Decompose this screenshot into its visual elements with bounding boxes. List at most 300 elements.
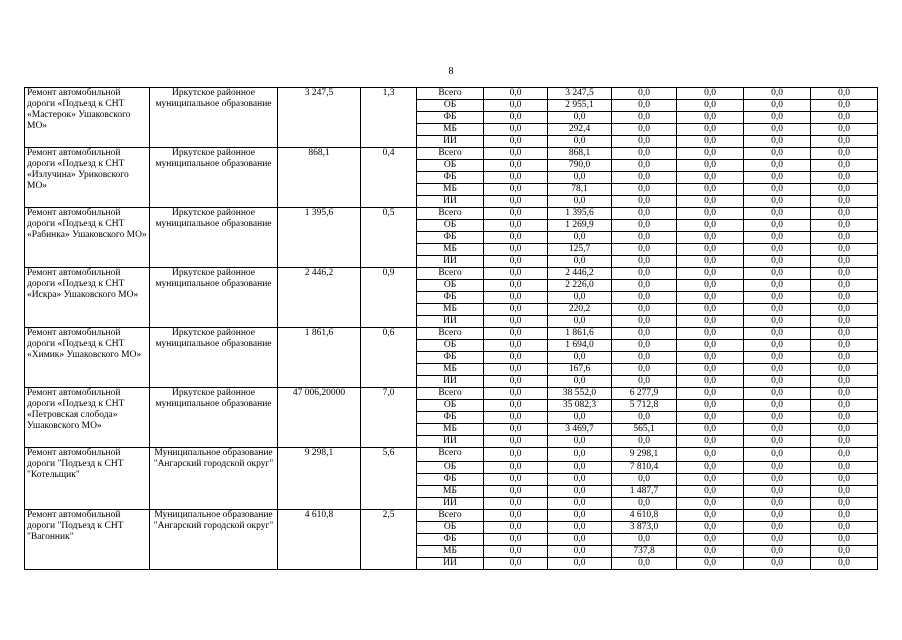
- funding-value: 0,0: [677, 448, 744, 462]
- funding-value: 0,0: [677, 388, 744, 400]
- funding-value: 35 082,3: [548, 400, 612, 412]
- funding-value: 5 712,8: [612, 400, 677, 412]
- project-total-cost: 4 610,8: [278, 510, 361, 570]
- funding-value: 0,0: [612, 124, 677, 136]
- funding-value: 0,0: [548, 316, 612, 328]
- funding-value: 1 487,7: [612, 486, 677, 498]
- funding-source: Всего: [417, 448, 484, 462]
- funding-value: 0,0: [612, 160, 677, 172]
- funding-value: 0,0: [677, 364, 744, 376]
- project-total-cost: 3 247,5: [278, 88, 361, 148]
- funding-value: 0,0: [612, 220, 677, 232]
- funding-value: 0,0: [811, 88, 878, 100]
- funding-value: 0,0: [484, 534, 548, 546]
- funding-value: 0,0: [484, 558, 548, 570]
- funding-value: 0,0: [548, 292, 612, 304]
- funding-source: ФБ: [417, 412, 484, 424]
- funding-source: МБ: [417, 304, 484, 316]
- funding-value: 0,0: [612, 340, 677, 352]
- funding-value: 0,0: [811, 244, 878, 256]
- funding-value: 0,0: [484, 436, 548, 448]
- funding-value: 0,0: [744, 268, 811, 280]
- funding-value: 0,0: [548, 436, 612, 448]
- funding-value: 0,0: [612, 268, 677, 280]
- funding-value: 0,0: [677, 400, 744, 412]
- page-number: 8: [448, 66, 454, 77]
- funding-value: 0,0: [811, 292, 878, 304]
- funding-value: 2 955,1: [548, 100, 612, 112]
- funding-value: 0,0: [811, 340, 878, 352]
- funding-source: ИИ: [417, 436, 484, 448]
- funding-value: 0,0: [744, 328, 811, 340]
- funding-value: 0,0: [811, 100, 878, 112]
- funding-source: ИИ: [417, 376, 484, 388]
- funding-value: 0,0: [811, 208, 878, 220]
- funding-value: 0,0: [677, 112, 744, 124]
- funding-value: 0,0: [811, 232, 878, 244]
- project-name: Ремонт автомобильной дороги «Подъезд к СНТ «Излучина» Уриковского МО»: [25, 148, 150, 208]
- funding-value: 0,0: [744, 534, 811, 546]
- funding-value: 0,0: [484, 388, 548, 400]
- project-total-cost: 2 446,2: [278, 268, 361, 328]
- funding-value: 0,0: [548, 352, 612, 364]
- funding-value: 0,0: [811, 112, 878, 124]
- funding-value: 0,0: [484, 184, 548, 196]
- funding-value: 0,0: [677, 280, 744, 292]
- funding-value: 0,0: [484, 196, 548, 208]
- table-row: [25, 88, 878, 100]
- funding-value: 0,0: [612, 304, 677, 316]
- funding-source: Всего: [417, 88, 484, 100]
- project-name: Ремонт автомобильной дороги «Подъезд к СНТ «Петровская слобода» Ушаковского МО»: [25, 388, 150, 448]
- funding-value: 0,0: [484, 136, 548, 148]
- funding-value: 0,0: [677, 558, 744, 570]
- funding-value: 0,0: [484, 400, 548, 412]
- funding-value: 0,0: [677, 220, 744, 232]
- funding-value: 0,0: [484, 412, 548, 424]
- project-name: Ремонт автомобильной дороги «Подъезд к СНТ «Химик» Ушаковского МО»: [25, 328, 150, 388]
- funding-value: 0,0: [811, 196, 878, 208]
- funding-value: 0,0: [484, 304, 548, 316]
- funding-value: 0,0: [677, 292, 744, 304]
- funding-value: 0,0: [744, 244, 811, 256]
- funding-value: 0,0: [744, 196, 811, 208]
- funding-value: 3 469,7: [548, 424, 612, 436]
- funding-value: 2 226,0: [548, 280, 612, 292]
- project-organization: Муниципальное образование "Ангарский городской округ": [150, 448, 278, 510]
- funding-value: 0,0: [677, 88, 744, 100]
- funding-value: 0,0: [811, 328, 878, 340]
- funding-value: 0,0: [548, 522, 612, 534]
- funding-value: 0,0: [744, 352, 811, 364]
- funding-value: 0,0: [677, 124, 744, 136]
- project-organization: Муниципальное образование "Ангарский городской округ": [150, 510, 278, 570]
- funding-value: 0,0: [548, 498, 612, 510]
- funding-value: 3 873,0: [612, 522, 677, 534]
- funding-value: 0,0: [484, 268, 548, 280]
- funding-value: 0,0: [612, 474, 677, 486]
- funding-value: 0,0: [677, 148, 744, 160]
- funding-value: 0,0: [744, 546, 811, 558]
- funding-source: Всего: [417, 208, 484, 220]
- funding-value: 0,0: [811, 436, 878, 448]
- project-length: 0,9: [361, 268, 417, 328]
- funding-value: 790,0: [548, 160, 612, 172]
- funding-value: 0,0: [744, 364, 811, 376]
- funding-value: 0,0: [484, 448, 548, 462]
- funding-value: 0,0: [744, 220, 811, 232]
- funding-value: 0,0: [548, 534, 612, 546]
- funding-value: 0,0: [811, 474, 878, 486]
- funding-value: 0,0: [677, 436, 744, 448]
- project-organization: Иркутское районное муниципальное образование: [150, 388, 278, 448]
- project-name: Ремонт автомобильной дороги "Подъезд к СНТ "Вагонник": [25, 510, 150, 570]
- funding-value: 0,0: [677, 100, 744, 112]
- funding-value: 0,0: [612, 280, 677, 292]
- funding-value: 0,0: [744, 486, 811, 498]
- funding-value: 3 247,5: [548, 88, 612, 100]
- funding-value: 0,0: [744, 448, 811, 462]
- funding-value: 0,0: [744, 462, 811, 474]
- funding-source: ОБ: [417, 280, 484, 292]
- funding-source: ФБ: [417, 232, 484, 244]
- funding-value: 0,0: [744, 436, 811, 448]
- funding-value: 0,0: [484, 256, 548, 268]
- funding-value: 167,6: [548, 364, 612, 376]
- project-total-cost: 868,1: [278, 148, 361, 208]
- funding-value: 0,0: [811, 136, 878, 148]
- funding-value: 0,0: [548, 546, 612, 558]
- funding-value: 0,0: [548, 412, 612, 424]
- funding-value: 0,0: [744, 388, 811, 400]
- funding-source: МБ: [417, 244, 484, 256]
- funding-value: 0,0: [484, 498, 548, 510]
- funding-value: 0,0: [612, 88, 677, 100]
- funding-value: 0,0: [811, 172, 878, 184]
- funding-value: 0,0: [612, 364, 677, 376]
- funding-value: 0,0: [677, 160, 744, 172]
- project-name: Ремонт автомобильной дороги «Подъезд к СНТ «Мастерок» Ушаковского МО»: [25, 88, 150, 148]
- funding-value: 0,0: [744, 280, 811, 292]
- table-row: [25, 388, 878, 400]
- funding-source: ФБ: [417, 352, 484, 364]
- funding-value: 0,0: [811, 486, 878, 498]
- funding-source: ОБ: [417, 100, 484, 112]
- funding-value: 2 446,2: [548, 268, 612, 280]
- funding-source: МБ: [417, 364, 484, 376]
- funding-value: 0,0: [811, 522, 878, 534]
- funding-value: 0,0: [744, 112, 811, 124]
- funding-value: 0,0: [548, 510, 612, 522]
- funding-value: 0,0: [484, 316, 548, 328]
- funding-value: 0,0: [811, 148, 878, 160]
- funding-value: 0,0: [677, 268, 744, 280]
- funding-value: 0,0: [744, 400, 811, 412]
- funding-value: 0,0: [484, 172, 548, 184]
- project-length: 0,5: [361, 208, 417, 268]
- project-organization: Иркутское районное муниципальное образование: [150, 88, 278, 148]
- funding-source: ФБ: [417, 534, 484, 546]
- project-length: 7,0: [361, 388, 417, 448]
- funding-source: ИИ: [417, 558, 484, 570]
- funding-value: 0,0: [612, 100, 677, 112]
- table-row: [25, 208, 878, 220]
- funding-value: 0,0: [612, 352, 677, 364]
- funding-value: 0,0: [484, 424, 548, 436]
- funding-value: 0,0: [484, 148, 548, 160]
- funding-value: 0,0: [811, 352, 878, 364]
- funding-value: 0,0: [548, 136, 612, 148]
- project-length: 1,3: [361, 88, 417, 148]
- funding-value: 0,0: [677, 208, 744, 220]
- project-total-cost: 9 298,1: [278, 448, 361, 510]
- funding-value: 38 552,0: [548, 388, 612, 400]
- funding-value: 0,0: [548, 256, 612, 268]
- funding-source: ОБ: [417, 160, 484, 172]
- funding-source: МБ: [417, 546, 484, 558]
- funding-value: 125,7: [548, 244, 612, 256]
- funding-source: ФБ: [417, 474, 484, 486]
- funding-value: 0,0: [811, 316, 878, 328]
- funding-value: 0,0: [811, 412, 878, 424]
- funding-value: 0,0: [612, 256, 677, 268]
- funding-value: 0,0: [744, 124, 811, 136]
- funding-value: 0,0: [811, 184, 878, 196]
- project-organization: Иркутское районное муниципальное образование: [150, 268, 278, 328]
- funding-value: 0,0: [548, 112, 612, 124]
- table-row: [25, 148, 878, 160]
- funding-value: 0,0: [811, 400, 878, 412]
- funding-value: 0,0: [548, 196, 612, 208]
- funding-value: 0,0: [612, 534, 677, 546]
- funding-source: ОБ: [417, 522, 484, 534]
- funding-value: 1 861,6: [548, 328, 612, 340]
- funding-value: 0,0: [744, 88, 811, 100]
- funding-value: 0,0: [677, 486, 744, 498]
- funding-value: 0,0: [612, 412, 677, 424]
- funding-source: ИИ: [417, 136, 484, 148]
- funding-value: 0,0: [744, 292, 811, 304]
- funding-value: 0,0: [484, 376, 548, 388]
- funding-value: 0,0: [548, 486, 612, 498]
- funding-source: Всего: [417, 268, 484, 280]
- funding-value: 1 269,9: [548, 220, 612, 232]
- funding-value: 0,0: [744, 340, 811, 352]
- funding-value: 0,0: [744, 376, 811, 388]
- funding-value: 0,0: [744, 136, 811, 148]
- funding-value: 78,1: [548, 184, 612, 196]
- funding-value: 0,0: [744, 316, 811, 328]
- funding-source: Всего: [417, 388, 484, 400]
- project-name: Ремонт автомобильной дороги «Подъезд к СНТ «Рабинка» Ушаковского МО»: [25, 208, 150, 268]
- funding-value: 0,0: [744, 304, 811, 316]
- funding-source: ОБ: [417, 462, 484, 474]
- project-length: 0,4: [361, 148, 417, 208]
- funding-value: 0,0: [612, 316, 677, 328]
- funding-value: 4 610,8: [612, 510, 677, 522]
- funding-value: 0,0: [612, 436, 677, 448]
- funding-value: 0,0: [484, 280, 548, 292]
- funding-value: 0,0: [811, 268, 878, 280]
- funding-source: Всего: [417, 148, 484, 160]
- funding-value: 0,0: [612, 184, 677, 196]
- funding-value: 0,0: [677, 196, 744, 208]
- funding-value: 0,0: [677, 172, 744, 184]
- funding-value: 1 395,6: [548, 208, 612, 220]
- funding-value: 0,0: [548, 376, 612, 388]
- funding-value: 0,0: [811, 124, 878, 136]
- funding-value: 0,0: [744, 256, 811, 268]
- funding-table: [24, 87, 878, 570]
- funding-value: 0,0: [811, 256, 878, 268]
- funding-source: ИИ: [417, 256, 484, 268]
- funding-value: 0,0: [612, 376, 677, 388]
- funding-value: 0,0: [548, 558, 612, 570]
- funding-value: 0,0: [612, 148, 677, 160]
- funding-value: 6 277,9: [612, 388, 677, 400]
- funding-value: 1 694,0: [548, 340, 612, 352]
- funding-value: 0,0: [484, 112, 548, 124]
- funding-value: 0,0: [548, 474, 612, 486]
- funding-value: 0,0: [484, 522, 548, 534]
- funding-value: 0,0: [677, 510, 744, 522]
- funding-value: 0,0: [811, 388, 878, 400]
- funding-value: 0,0: [677, 304, 744, 316]
- funding-value: 0,0: [677, 534, 744, 546]
- funding-value: 0,0: [744, 160, 811, 172]
- project-organization: Иркутское районное муниципальное образование: [150, 148, 278, 208]
- funding-value: 0,0: [484, 340, 548, 352]
- project-total-cost: 1 861,6: [278, 328, 361, 388]
- funding-source: МБ: [417, 184, 484, 196]
- funding-value: 0,0: [677, 184, 744, 196]
- funding-value: 0,0: [612, 208, 677, 220]
- funding-value: 0,0: [484, 328, 548, 340]
- funding-value: 0,0: [484, 474, 548, 486]
- funding-value: 737,8: [612, 546, 677, 558]
- funding-source: ФБ: [417, 112, 484, 124]
- funding-value: 0,0: [612, 328, 677, 340]
- funding-value: 0,0: [612, 498, 677, 510]
- funding-value: 220,2: [548, 304, 612, 316]
- funding-value: 0,0: [548, 462, 612, 474]
- funding-value: 0,0: [612, 196, 677, 208]
- funding-value: 0,0: [548, 172, 612, 184]
- project-length: 5,6: [361, 448, 417, 510]
- funding-value: 0,0: [811, 280, 878, 292]
- funding-value: 0,0: [744, 558, 811, 570]
- funding-value: 0,0: [484, 510, 548, 522]
- funding-value: 0,0: [677, 352, 744, 364]
- funding-value: 0,0: [484, 124, 548, 136]
- project-length: 0,6: [361, 328, 417, 388]
- funding-value: 868,1: [548, 148, 612, 160]
- funding-source: ФБ: [417, 292, 484, 304]
- funding-value: 0,0: [548, 448, 612, 462]
- funding-value: 0,0: [811, 546, 878, 558]
- funding-value: 0,0: [484, 364, 548, 376]
- funding-value: 0,0: [677, 412, 744, 424]
- funding-value: 0,0: [484, 208, 548, 220]
- funding-value: 0,0: [811, 220, 878, 232]
- funding-value: 0,0: [744, 498, 811, 510]
- funding-value: 0,0: [677, 328, 744, 340]
- funding-value: 0,0: [811, 510, 878, 522]
- funding-value: 292,4: [548, 124, 612, 136]
- funding-value: 0,0: [744, 208, 811, 220]
- funding-value: 0,0: [484, 100, 548, 112]
- funding-source: Всего: [417, 328, 484, 340]
- table-row: [25, 268, 878, 280]
- project-total-cost: 47 006,20000: [278, 388, 361, 448]
- funding-value: 0,0: [677, 376, 744, 388]
- funding-value: 0,0: [744, 522, 811, 534]
- table-row: [25, 510, 878, 522]
- funding-value: 0,0: [677, 424, 744, 436]
- funding-value: 0,0: [677, 498, 744, 510]
- funding-value: 0,0: [744, 424, 811, 436]
- funding-value: 0,0: [484, 292, 548, 304]
- project-organization: Иркутское районное муниципальное образование: [150, 208, 278, 268]
- funding-value: 0,0: [612, 172, 677, 184]
- funding-value: 0,0: [811, 534, 878, 546]
- funding-value: 0,0: [612, 232, 677, 244]
- funding-value: 0,0: [612, 558, 677, 570]
- funding-value: 0,0: [811, 424, 878, 436]
- funding-value: 0,0: [811, 498, 878, 510]
- funding-value: 7 810,4: [612, 462, 677, 474]
- funding-value: 0,0: [811, 304, 878, 316]
- funding-value: 0,0: [484, 486, 548, 498]
- funding-source: ОБ: [417, 340, 484, 352]
- funding-value: 0,0: [744, 172, 811, 184]
- funding-source: Всего: [417, 510, 484, 522]
- funding-value: 0,0: [612, 112, 677, 124]
- funding-value: 0,0: [811, 376, 878, 388]
- funding-value: 0,0: [677, 462, 744, 474]
- funding-value: 0,0: [484, 352, 548, 364]
- funding-value: 0,0: [744, 148, 811, 160]
- funding-value: 0,0: [811, 364, 878, 376]
- project-name: Ремонт автомобильной дороги "Подъезд к СНТ "Котельщик": [25, 448, 150, 510]
- funding-value: 0,0: [612, 292, 677, 304]
- funding-value: 0,0: [744, 510, 811, 522]
- project-length: 2,5: [361, 510, 417, 570]
- table-row: [25, 328, 878, 340]
- funding-value: 0,0: [677, 316, 744, 328]
- funding-value: 0,0: [677, 340, 744, 352]
- funding-value: 0,0: [811, 462, 878, 474]
- funding-value: 0,0: [677, 522, 744, 534]
- funding-value: 0,0: [612, 136, 677, 148]
- funding-source: ИИ: [417, 498, 484, 510]
- funding-source: МБ: [417, 124, 484, 136]
- funding-value: 0,0: [677, 474, 744, 486]
- funding-source: ИИ: [417, 316, 484, 328]
- funding-value: 0,0: [677, 256, 744, 268]
- funding-value: 0,0: [811, 160, 878, 172]
- funding-source: ФБ: [417, 172, 484, 184]
- funding-value: 0,0: [744, 184, 811, 196]
- funding-value: 0,0: [744, 474, 811, 486]
- funding-value: 0,0: [484, 88, 548, 100]
- project-name: Ремонт автомобильной дороги «Подъезд к СНТ «Искра» Ушаковского МО»: [25, 268, 150, 328]
- funding-value: 0,0: [744, 100, 811, 112]
- funding-value: 0,0: [811, 448, 878, 462]
- funding-value: 0,0: [612, 244, 677, 256]
- funding-value: 0,0: [677, 232, 744, 244]
- funding-value: 0,0: [484, 220, 548, 232]
